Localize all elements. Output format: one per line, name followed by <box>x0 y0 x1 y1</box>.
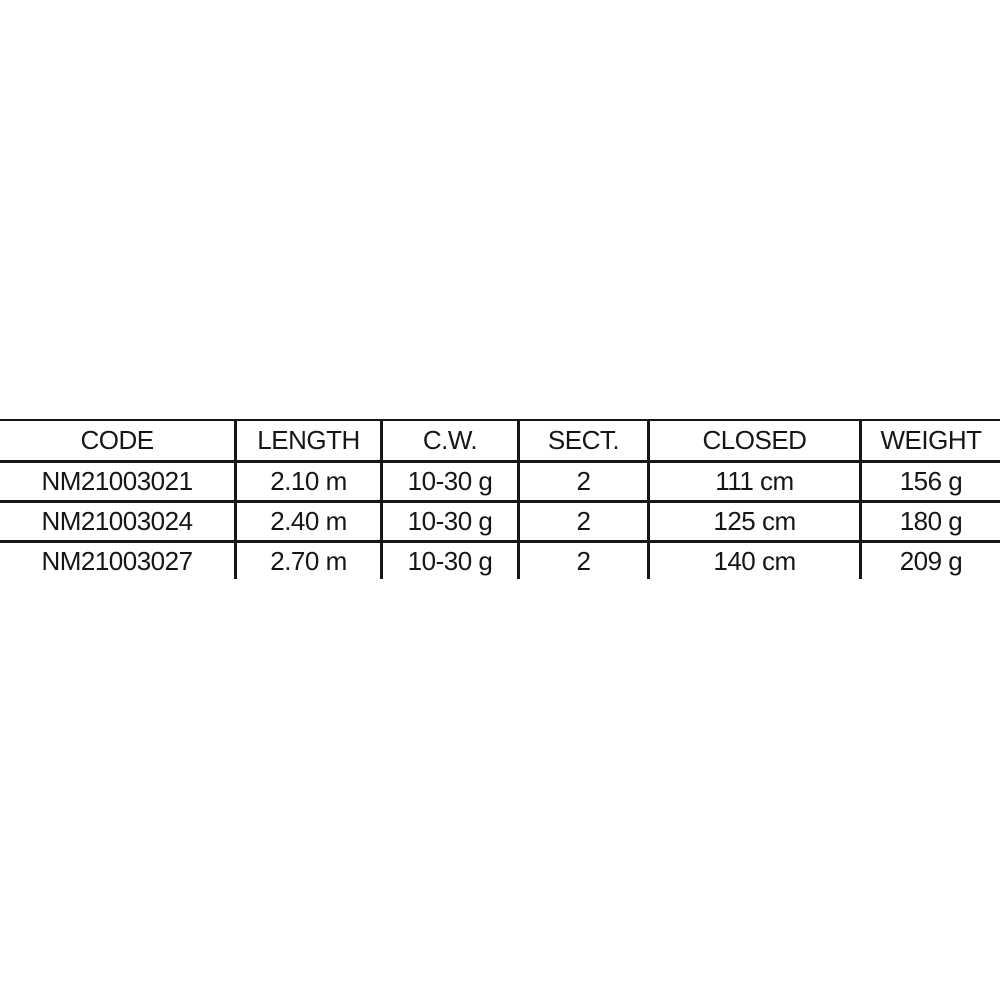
table-row <box>0 463 1000 503</box>
cell-weight: 156 g <box>899 466 963 496</box>
cell-length: 2.10 m <box>237 463 383 500</box>
column-header-length: LENGTH <box>237 421 383 460</box>
column-header-weight: WEIGHT <box>880 425 982 455</box>
cell-weight: 180 g <box>899 506 963 536</box>
table-row <box>0 543 1000 579</box>
cell-closed: 140 cm <box>650 543 862 579</box>
cell-cw: 10-30 g <box>383 503 520 540</box>
cell-code: NM21003027 <box>0 543 237 579</box>
cell-sect: 2 <box>520 463 650 500</box>
column-header-code: CODE <box>0 421 237 460</box>
cell-sect: 2 <box>520 543 650 579</box>
cell-closed: 125 cm <box>650 503 862 540</box>
column-header-closed: CLOSED <box>650 421 862 460</box>
cell-code: NM21003024 <box>0 503 237 540</box>
column-header-cw: C.W. <box>383 421 520 460</box>
cell-weight: 209 g <box>899 545 963 576</box>
table-header-row <box>0 419 1000 463</box>
cell-cw: 10-30 g <box>383 463 520 500</box>
product-spec-table <box>0 419 1000 579</box>
cell-closed: 111 cm <box>650 463 862 500</box>
cell-length: 2.70 m <box>237 543 383 579</box>
cell-cw: 10-30 g <box>383 543 520 579</box>
column-header-sect: SECT. <box>520 421 650 460</box>
table-row <box>0 503 1000 543</box>
cell-sect: 2 <box>520 503 650 540</box>
cell-length: 2.40 m <box>237 503 383 540</box>
cell-code: NM21003021 <box>0 463 237 500</box>
